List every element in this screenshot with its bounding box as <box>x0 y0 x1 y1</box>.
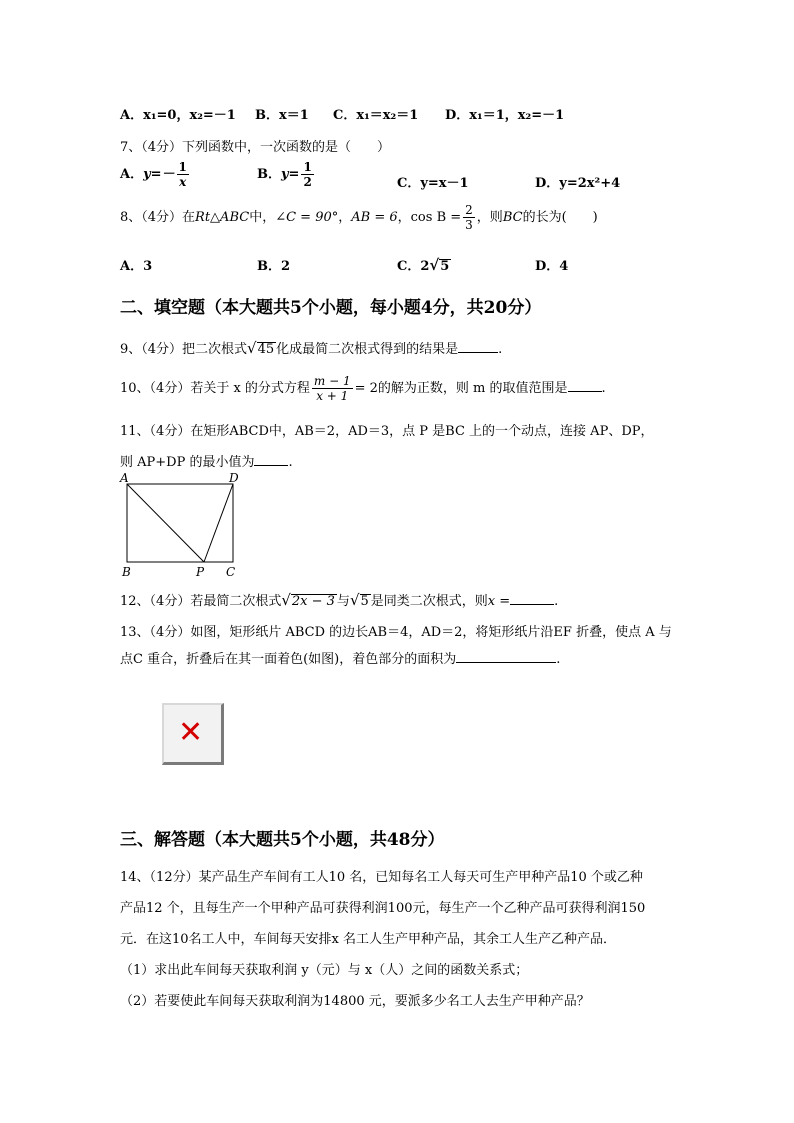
q7-b-fraction <box>301 160 313 189</box>
rectangle-abcd <box>127 484 233 562</box>
q10-line <box>120 374 606 403</box>
q13-line2-text: 点C 重合，折叠后在其一面着色(如图)，着色部分的面积为 <box>120 652 457 667</box>
q7-b-expr: y= <box>281 167 300 182</box>
radical-sign-icon: √ <box>247 339 257 357</box>
q7-option-d: D．y=2x²+4 <box>535 176 621 191</box>
q14-sub1: （1）求出此车间每天获取利润 y（元）与 x（人）之间的函数关系式； <box>120 963 529 978</box>
q7-option-c: C．y=x－1 <box>397 176 469 191</box>
q8-cos-num: 2 <box>465 203 473 217</box>
q8-angle: ∠C = 90° <box>275 210 339 225</box>
q8-bc: BC <box>502 210 523 225</box>
q12-start: 12、（4分）若最简二次根式 <box>120 594 282 609</box>
q8-triangle: Rt△ABC <box>195 210 250 225</box>
q8-stem <box>120 203 598 232</box>
section-3-title: 三、解答题（本大题共5个小题，共48分） <box>120 830 445 850</box>
q8-ab: AB = 6 <box>351 210 398 225</box>
q8-stem-tail: 的长为( ) <box>522 210 598 225</box>
q11-tail: . <box>288 455 293 470</box>
q8-cos-den: 3 <box>465 218 473 232</box>
q8-mid1: 中， <box>249 210 276 225</box>
q8-option-c <box>397 255 451 274</box>
q10-num: m − 1 <box>313 374 351 388</box>
q7-stem: 7、（4分）下列函数中，一次函数的是（ ） <box>120 140 391 155</box>
label-c: C <box>226 565 236 579</box>
q12-line <box>120 590 558 609</box>
q7-a-num: 1 <box>178 160 187 174</box>
q9-radicand: 45 <box>257 342 275 357</box>
q6-option-a: A．x₁=0，x₂=－1 <box>120 108 236 123</box>
q7-a-prefix: A． <box>120 167 144 182</box>
q7-b-num: 1 <box>303 160 312 174</box>
q10-end: 的解为正数，则 m 的取值范围是 <box>377 381 568 396</box>
q12-end: 是同类二次根式，则 <box>370 594 488 609</box>
q12-mid: 与 <box>336 594 350 609</box>
radical-sign-icon: √ <box>349 591 360 609</box>
q8-option-b: B．2 <box>257 259 291 274</box>
q12-radicand-1: 2x − 3 <box>291 594 335 609</box>
q9-tail: . <box>498 342 503 357</box>
q13-line2 <box>120 648 560 667</box>
q14-line3: 元．在这10名工人中，车间每天安排x 名工人生产甲种产品，其余工人生产乙种产品． <box>120 932 617 947</box>
q8-cos-label: cos B = <box>410 210 462 225</box>
q14-sub2: （2）若要使此车间每天获取利润为14800 元，要派多少名工人去生产甲种产品？ <box>120 994 590 1009</box>
q11-line2 <box>120 451 293 470</box>
q11-rectangle-figure <box>118 470 248 580</box>
q10-start: 10、（4分）若关于 x 的分式方程 <box>120 381 310 396</box>
q13-answer-blank[interactable] <box>456 649 556 663</box>
q8-mid2: ， <box>338 210 352 225</box>
q13-tail: . <box>556 652 561 667</box>
q11-line2-text: 则 AP+DP 的最小值为 <box>120 455 255 470</box>
broken-image-icon: ✕ <box>178 715 204 750</box>
q10-den: x + 1 <box>316 389 349 403</box>
q7-option-b <box>257 160 316 189</box>
q10-tail: . <box>601 381 606 396</box>
q8-option-a: A．3 <box>120 259 153 274</box>
q10-answer-blank[interactable] <box>568 378 602 392</box>
q12-var: x = <box>487 594 511 609</box>
label-a: A <box>120 471 129 485</box>
q10-eq: = 2 <box>354 381 378 396</box>
segment-dp <box>204 484 233 562</box>
label-b: B <box>122 565 131 579</box>
q6-option-c: C．x₁＝x₂＝1 <box>333 108 419 123</box>
q10-fraction <box>312 374 353 403</box>
q6-option-b: B．x＝1 <box>255 108 309 123</box>
q9-start: 9、（4分）把二次根式 <box>120 342 248 357</box>
q7-b-prefix: B． <box>257 167 281 182</box>
q8-stem-end: ，则 <box>476 210 503 225</box>
q11-line1: 11、（4分）在矩形ABCD中，AB＝2，AD＝3，点 P 是BC 上的一个动点，连接 AP、DP， <box>120 424 654 439</box>
q8-c-radicand: 5 <box>440 259 450 274</box>
label-d: D <box>229 471 239 485</box>
radical-sign-icon: √ <box>281 591 291 609</box>
broken-image-placeholder <box>162 703 224 765</box>
q7-a-expr: y=－ <box>143 167 175 182</box>
segment-ap <box>127 484 204 562</box>
q9-line <box>120 338 502 357</box>
q14-line1: 14、（12分）某产品生产车间有工人10 名，已知每名工人每天可生产甲种产品10 个或乙种 <box>120 870 643 885</box>
q8-mid3: ， <box>397 210 411 225</box>
radical-sign-icon: √ <box>429 256 440 274</box>
label-p: P <box>196 565 205 579</box>
q12-answer-blank[interactable] <box>510 591 554 605</box>
q7-b-den: 2 <box>303 175 312 189</box>
q9-end: 化成最简二次根式得到的结果是 <box>276 342 459 357</box>
section-2-title: 二、填空题（本大题共5个小题，每小题4分，共20分） <box>120 298 542 318</box>
q8-cos-fraction <box>463 203 475 232</box>
q7-a-den: x <box>179 175 187 189</box>
q8-c-prefix: C． <box>397 259 421 274</box>
q6-option-d: D．x₁＝1，x₂=－1 <box>445 108 565 123</box>
q12-radicand-2: 5 <box>360 594 369 609</box>
q7-option-a <box>120 160 191 189</box>
q7-a-fraction <box>177 160 189 189</box>
q13-line1: 13、（4分）如图，矩形纸片 ABCD 的边长AB＝4，AD＝2，将矩形纸片沿EF 折叠，使点 A 与 <box>120 625 672 640</box>
q8-stem-start: 8、（4分）在 <box>120 210 196 225</box>
q8-option-d: D．4 <box>535 259 569 274</box>
q8-c-coef: 2 <box>420 259 430 274</box>
q12-tail: . <box>554 594 559 609</box>
q14-line2: 产品12 个，且每生产一个甲种产品可获得利润100元，每生产一个乙种产品可获得利润150 <box>120 901 646 916</box>
q11-answer-blank[interactable] <box>254 452 288 466</box>
q9-answer-blank[interactable] <box>458 339 498 353</box>
